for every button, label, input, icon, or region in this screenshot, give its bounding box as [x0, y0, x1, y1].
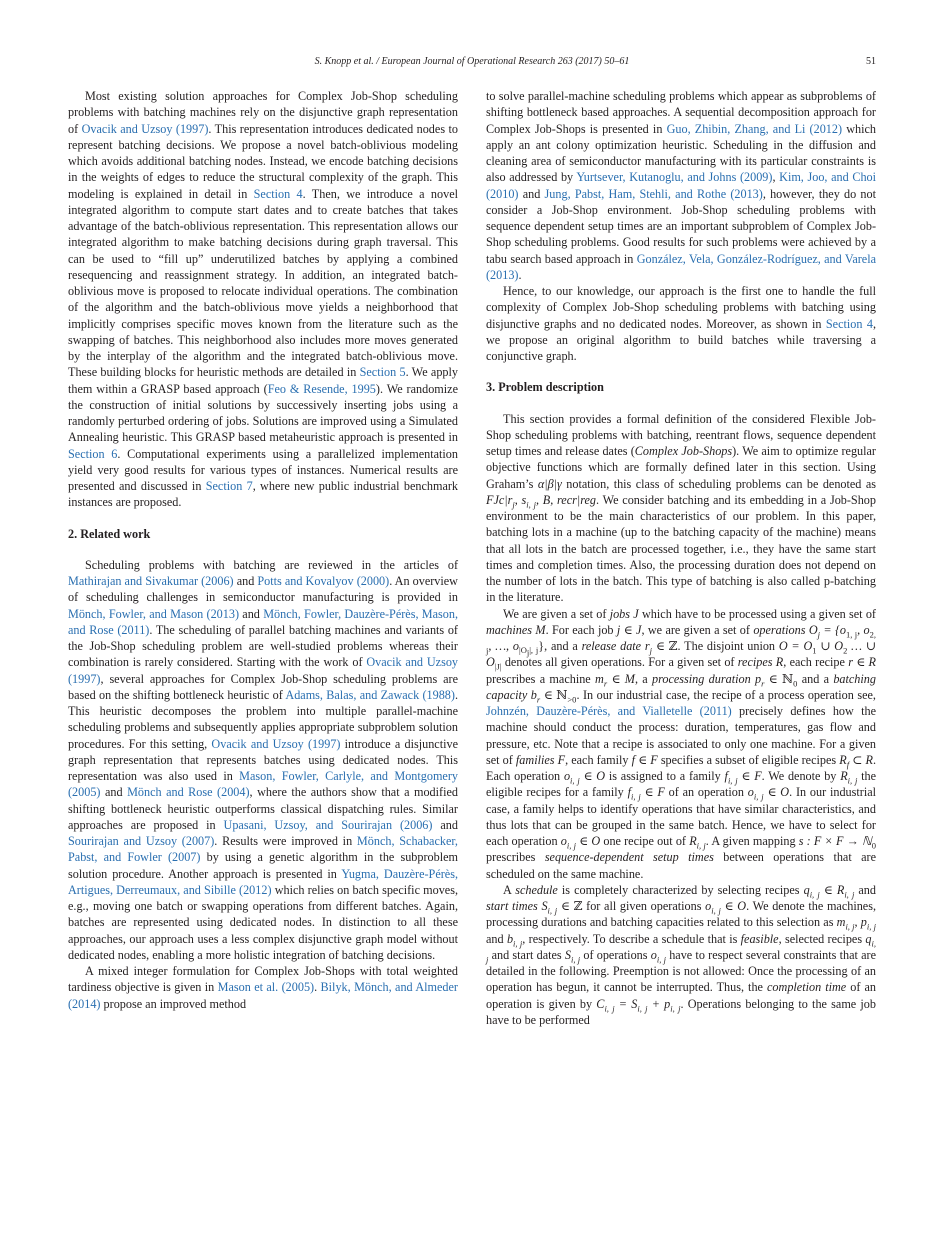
citation-link[interactable]: Ovacik and Uzsoy (1997) [68, 655, 459, 686]
citation-link[interactable]: Potts and Kovalyov (2000) [257, 574, 390, 588]
citation-link[interactable]: Kim, Joo, and Choi (2010) [486, 170, 877, 201]
section-heading-related-work: 2. Related work [68, 526, 151, 541]
citation-link[interactable]: Bilyk, Mönch, and Almeder (2014) [68, 980, 458, 1011]
citation-link[interactable]: Mönch, Schabacker, Pabst, and Fowler (2007) [68, 834, 458, 865]
citation-link[interactable]: Mönch and Rose (2004) [127, 785, 250, 800]
citation-link[interactable]: Feo & Resende, 1995 [267, 381, 376, 396]
citation-link[interactable]: Yurtsever, Kutanoglu, and Johns (2009) [576, 170, 773, 185]
intro-paragraph: Most existing solution approaches for Complex Job-Shop scheduling problems with batching machines rely on the disjunctive graph representation of Ovacik and Uzsoy (1997). This representation introduces dedicated nodes to represent batching decisions. We propose a novel batch-oblivious modeling which avoids additional batching nodes. Instead, we encode batching decisions in the weights of edges to reduce the structural complexity of the graph. This modeling is explained in detail in Section 4. Then, we introduce a novel integrated algorithm to compute start dates and to create batches that takes advantage of the batch-oblivious representation. This representation allows our integrated algorithm to make batching decisions during graph traversal. This can be used to “fill up” underutilized batches by applying a combined resequencing and reassignment strategy. In addition, an integrated batch-oblivious move is proposed to relocate individual operations. The combination of the algorithm and the batch-oblivious move yields a neighborhood that implicitly comprises specific moves known from the literature such as the swapping of batches. This neighborhood also includes more moves generated by the interplay of the algorithm and the integrated batch-oblivious move. These building blocks for heuristic methods are detailed in Section 5. We apply them within a GRASP based approach (Feo & Resende, 1995). We randomize the construction of initial solutions by successively inserting jobs using a randomly perturbed ordering of jobs. Solutions are improved using a Simulated Annealing heuristic. This GRASP based metaheuristic approach is presented in Section 6. Computational experiments using a parallelized implementation yield very good results for various types of instances. Numerical results are presented and discussed in Section 7, where new public industrial benchmark instances are proposed. [68, 89, 459, 510]
citation-link[interactable]: Ovacik and Uzsoy (1997) [211, 736, 341, 751]
citation-link[interactable]: Guo, Zhibin, Zhang, and Li (2012) [666, 121, 843, 136]
related-work-paragraph: Scheduling problems with batching are reviewed in the articles of Mathirajan and Sivakumar (2006) and Potts and Kovalyov (2000). An overview of scheduling challenges in semiconductor manufacturing is provided in Mönch, Fowler, and Mason (2013) and Mönch, Fowler, Dauzère-Pérès, Mason, and Rose (2011). The scheduling of parallel batching machines and variants of the Job-Shop scheduling problem are well-studied problems whereas their combination is rarely considered. Starting with the work of Ovacik and Uzsoy (1997), several approaches for Complex Job-Shop scheduling problems are based on the shifting bottleneck heuristic of Adams, Balas, and Zawack (1988). This heuristic decomposes the problem into multiple parallel-machine scheduling problems and subsequently applies appropriate subproblem solution procedures. For this setting, Ovacik and Uzsoy (1997) introduce a disjunctive graph representation that represents batches using dedicated nodes. This representation was also used in Mason, Fowler, Carlyle, and Montgomery (2005) and Mönch and Rose (2004), where the authors show that a modified shifting bottleneck heuristic outperforms classical dispatching rules. Similar approaches are proposed in Upasani, Uzsoy, and Sourirajan (2006) and Sourirajan and Uzsoy (2007). Results were improved in Mönch, Schabacker, Pabst, and Fowler (2007) by using a genetic algorithm in the subproblem solution procedure. Another approach is presented in Yugma, Dauzère-Pérès, Artigues, Derreumaux, and Sibille (2012) which relies on batch specific moves, e.g., moving one batch or swapping operations from different batches. Again, batches are represented using dedicated nodes. In distinction to all these approaches, our approach uses a less complex disjunctive graph model without dedicated nodes, enabling a more holistic integration of batching decisions. [68, 557, 459, 962]
left-column [68, 88, 458, 1012]
citation-link[interactable]: Yugma, Dauzère-Pérès, Artigues, Derreumaux, and Sibille (2012) [68, 866, 458, 897]
related-work-paragraph: Hence, to our knowledge, our approach is the first one to handle the full complexity of Complex Job-Shop scheduling problems with batching using disjunctive graphs and no dedicated nodes. Moreover, as shown in Section 4, we propose an original algorithm to build batches while traversing a conjunctive graph. [486, 284, 876, 363]
citation-link[interactable]: Upasani, Uzsoy, and Sourirajan (2006) [223, 817, 433, 832]
citation-link[interactable]: Adams, Balas, and Zawack (1988) [285, 687, 455, 702]
citation-link[interactable]: Jung, Pabst, Ham, Stehli, and Rothe (2013) [544, 186, 763, 201]
citation-link[interactable]: Mason et al. (2005) [217, 980, 315, 995]
citation-link[interactable]: Mathirajan and Sivakumar (2006) [68, 574, 234, 588]
citation-link[interactable]: Sourirajan and Uzsoy (2007) [68, 834, 215, 848]
running-head: S. Knopp et al. / European Journal of Operational Research 263 (2017) 50–61 [314, 56, 630, 67]
section-link[interactable]: Section 6 [68, 446, 118, 461]
citation-link[interactable]: Mönch, Fowler, Dauzère-Pérès, Mason, and Rose (2011) [68, 606, 458, 637]
citation-link[interactable]: González, Vela, González-Rodríguez, and Varela (2013) [486, 251, 876, 282]
problem-paragraph: We are given a set of jobs J which have to be processed using a given set of machines M. For each job j ∈ J, we are given a set of operations $O_j = \{o_{1, j}$, $o_{2, j}$, …, $o_{|O_j|, j}$}, and a release date $r_j$ ∈ ℤ. The disjoint union $O = O_1$ ∪ $O_2$ … ∪ $O_{|J|}$ denotes all given operations. For a given set of recipes R, each recipe r ∈ R prescribes a machine $m_r$ ∈ M, a processing duration $p_r$ ∈ ℕ$_0$ and a batching capacity $b_r$ ∈ ℕ$_{>0}$. In our industrial case, the recipe of a process operation see, Johnzén, Dauzère-Pérès, and Vialletelle (2011) precisely defines how the machine should conduct the process: duration, temperatures, gas flow and pressure, etc. Note that a recipe is associated to only one machine. For a given set of families F, each family f ∈ F specifies a subset of eligible recipes $R_f$ ⊂ R. Each operation $o_{i, j}$ ∈ O is assigned to a family $f_{i, j}$ ∈ F. We denote by $R_{i, j}$ the eligible recipes for a family $f_{i, j}$ ∈ F of an operation $o_{i, j}$ ∈ O. In our industrial case, a family helps to identify operations that have similar characteristics, and thus lots that can be grouped in the same batch. Hence, we have to select for each operation $o_{i, j}$ ∈ O one recipe out of $R_{i, j}$. A given mapping s : F × F → ℕ$_0$ prescribes sequence-dependent setup times between operations that are scheduled on the same machine. [486, 606, 877, 881]
problem-paragraph: A schedule is completely characterized by selecting recipes $q_{i, j}$ ∈ $R_{i, j}$ and start times $S_{i, j}$ ∈ ℤ for all given operations $o_{i, j}$ ∈ O. We denote the machines, processing durations and batching capacities related to this selection as $m_{i, j}$, $p_{i, j}$ and $b_{i, j}$, respectively. To describe a schedule that is feasible, selected recipes $q_{i, j}$ and start dates $S_{i, j}$ of operations $o_{i, j}$ have to respect several constraints that are detailed in the following. Preemption is not allowed: Once the processing of an operation has begun, it cannot be interrupted. Thus, the completion time of an operation is given by $C_{i, j} = S_{i, j} + p_{i, j}$. Operations belonging to the same job have to be performed [486, 882, 877, 1027]
section-link[interactable]: Section 7 [205, 479, 253, 493]
citation-link[interactable]: Ovacik and Uzsoy (1997) [81, 121, 209, 136]
right-column [486, 88, 876, 1028]
citation-link[interactable]: Mason, Fowler, Carlyle, and Montgomery (2005) [68, 769, 458, 800]
citation-link[interactable]: Johnzén, Dauzère-Pérès, and Vialletelle (2011) [486, 704, 732, 718]
related-work-paragraph: A mixed integer formulation for Complex Job-Shops with total weighted tardiness objective is given in Mason et al. (2005). Bilyk, Mönch, and Almeder (2014) propose an improved method [68, 964, 458, 1011]
related-work-paragraph-continued: to solve parallel-machine scheduling problems which appear as subproblems of shifting bottleneck based approaches. A sequential decomposition approach for Complex Job-Shops is presented in Guo, Zhibin, Zhang, and Li (2012) which apply an ant colony optimization heuristic. Scheduling in the diffusion and cleaning area of semiconductor manufacturing with its particular constraints is also addressed by Yurtsever, Kutanoglu, and Johns (2009), Kim, Joo, and Choi (2010) and Jung, Pabst, Ham, Stehli, and Rothe (2013), however, they do not consider a Job-Shop environment. Job-Shop scheduling problems with sequence dependent setup times are an important subproblem of Complex Job-Shop scheduling problems. Good results for such problems were achieved by a tabu search based approach in González, Vela, González-Rodríguez, and Varela (2013). [486, 89, 877, 282]
section-link[interactable]: Section 4 [253, 186, 303, 201]
section-link[interactable]: Section 4 [825, 316, 873, 331]
page-number: 51 [866, 56, 876, 67]
section-heading-problem-description: 3. Problem description [486, 380, 604, 395]
citation-link[interactable]: Mönch, Fowler, and Mason (2013) [68, 606, 240, 621]
running-header [68, 56, 876, 72]
problem-paragraph: This section provides a formal definition of the considered Flexible Job-Shop scheduling problems with batching, reentrant flows, sequence dependent setup times and release dates (Complex Job-Shops). We aim to optimize regular objective functions which are formally defined later in this section. Using Graham’s α|β|γ notation, this class of scheduling problems can be denoted as $FJc|r_j$, $s_{i, j}$, B, recr|reg. We consider batching and its embedding in a Job-Shop environment to be the main characteristics of our problem. In this paper, batching lots in a machine (up to the batching capacity of the machine) means that all lots in the batch are processed together, i.e., they have the same start times and completion times. Also, the processing duration does not depend on the number of lots in the batch. This type of batching is also called p-batching in the literature. [486, 411, 876, 605]
section-link[interactable]: Section 5 [359, 365, 406, 380]
